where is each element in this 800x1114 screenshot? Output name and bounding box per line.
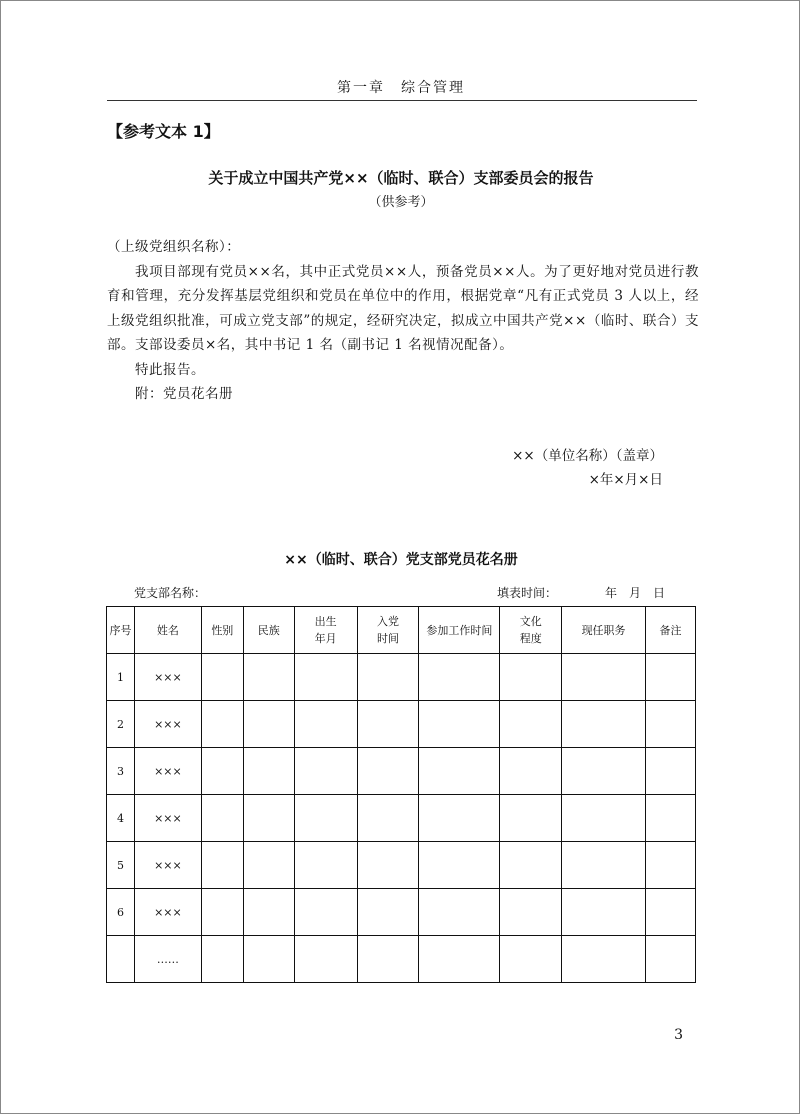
table-row (107, 795, 696, 842)
empty-cell (201, 889, 243, 936)
empty-cell (243, 654, 294, 701)
column-header: 姓名 (134, 607, 201, 654)
roster-title: ××（临时、联合）党支部党员花名册 (284, 552, 518, 568)
empty-cell (645, 795, 695, 842)
empty-cell (243, 795, 294, 842)
column-header: 备注 (645, 607, 695, 654)
member-name: ××× (134, 889, 201, 936)
report-subtitle: （供参考） (368, 195, 434, 210)
column-header: 入党 时间 (357, 607, 419, 654)
empty-cell (357, 654, 419, 701)
row-number: 6 (107, 889, 135, 936)
row-number: 1 (107, 654, 135, 701)
column-header: 文化 程度 (500, 607, 562, 654)
empty-cell (500, 701, 562, 748)
member-name: ××× (134, 654, 201, 701)
table-row (107, 748, 696, 795)
table-row (107, 889, 696, 936)
table-row (107, 936, 696, 983)
row-number: 4 (107, 795, 135, 842)
empty-cell (562, 842, 646, 889)
empty-cell (243, 842, 294, 889)
member-name: ××× (134, 795, 201, 842)
empty-cell (419, 654, 500, 701)
empty-cell (645, 701, 695, 748)
empty-cell (201, 795, 243, 842)
empty-cell (294, 842, 357, 889)
empty-cell (500, 936, 562, 983)
row-number: 3 (107, 748, 135, 795)
column-header: 性别 (201, 607, 243, 654)
empty-cell (294, 936, 357, 983)
member-name: …… (134, 936, 201, 983)
empty-cell (645, 842, 695, 889)
empty-cell (645, 748, 695, 795)
member-name: ××× (134, 842, 201, 889)
empty-cell (243, 936, 294, 983)
empty-cell (294, 748, 357, 795)
empty-cell (201, 842, 243, 889)
fill-date: 年 月 日 (605, 586, 666, 600)
empty-cell (419, 795, 500, 842)
empty-cell (357, 842, 419, 889)
table-row (107, 842, 696, 889)
empty-cell (562, 936, 646, 983)
empty-cell (419, 701, 500, 748)
empty-cell (562, 795, 646, 842)
empty-cell (419, 842, 500, 889)
empty-cell (201, 701, 243, 748)
signature-date: ×年×月×日 (588, 472, 663, 488)
header-rule (107, 100, 697, 101)
empty-cell (294, 701, 357, 748)
empty-cell (562, 748, 646, 795)
branch-name-label: 党支部名称： (134, 586, 207, 600)
signature: ××（单位名称）（盖章） (512, 448, 663, 464)
empty-cell (562, 701, 646, 748)
empty-cell (243, 701, 294, 748)
empty-cell (357, 795, 419, 842)
row-number: 2 (107, 701, 135, 748)
empty-cell (419, 889, 500, 936)
row-number (107, 936, 135, 983)
body-paragraph: 我项目部现有党员××名，其中正式党员××人，预备党员××人。为了更好地对党员进行教育和管理，充分发挥基层党组织和党员在单位中的作用，根据党章“凡有正式党员 3 人以上，经上级党组织批准，可成立党支部”的规定，经研究决定，拟成立中国共产党××（临时、联合）支部。支部设委员×名，其中书记 1 名（副书记 1 名视情况配备）。 (107, 263, 699, 353)
empty-cell (419, 936, 500, 983)
empty-cell (500, 748, 562, 795)
column-header: 序号 (107, 607, 135, 654)
empty-cell (357, 889, 419, 936)
empty-cell (294, 889, 357, 936)
empty-cell (243, 748, 294, 795)
empty-cell (294, 654, 357, 701)
empty-cell (201, 654, 243, 701)
member-name: ××× (134, 748, 201, 795)
empty-cell (201, 936, 243, 983)
row-number: 5 (107, 842, 135, 889)
member-name: ××× (134, 701, 201, 748)
empty-cell (500, 654, 562, 701)
running-header: 第一章 综合管理 (337, 80, 465, 96)
empty-cell (419, 748, 500, 795)
empty-cell (500, 795, 562, 842)
empty-cell (645, 889, 695, 936)
report-title: 关于成立中国共产党××（临时、联合）支部委员会的报告 (208, 169, 594, 187)
column-header: 出生 年月 (294, 607, 357, 654)
empty-cell (243, 889, 294, 936)
empty-cell (500, 889, 562, 936)
empty-cell (645, 654, 695, 701)
empty-cell (500, 842, 562, 889)
closing: 特此报告。 (135, 361, 205, 378)
column-header: 现任职务 (562, 607, 646, 654)
fill-time-label: 填表时间： (497, 586, 558, 600)
reference-label: 【参考文本 1】 (107, 122, 220, 141)
empty-cell (357, 748, 419, 795)
empty-cell (562, 654, 646, 701)
empty-cell (294, 795, 357, 842)
report-body (107, 235, 699, 407)
salutation: （上级党组织名称）： (107, 239, 241, 255)
attachment-note: 附：党员花名册 (135, 386, 233, 402)
empty-cell (357, 936, 419, 983)
column-header: 民族 (243, 607, 294, 654)
page-number: 3 (674, 1027, 683, 1043)
empty-cell (645, 936, 695, 983)
table-row (107, 701, 696, 748)
table-row (107, 654, 696, 701)
roster-table (106, 606, 696, 983)
empty-cell (562, 889, 646, 936)
empty-cell (201, 748, 243, 795)
column-header: 参加工作时间 (419, 607, 500, 654)
empty-cell (357, 701, 419, 748)
